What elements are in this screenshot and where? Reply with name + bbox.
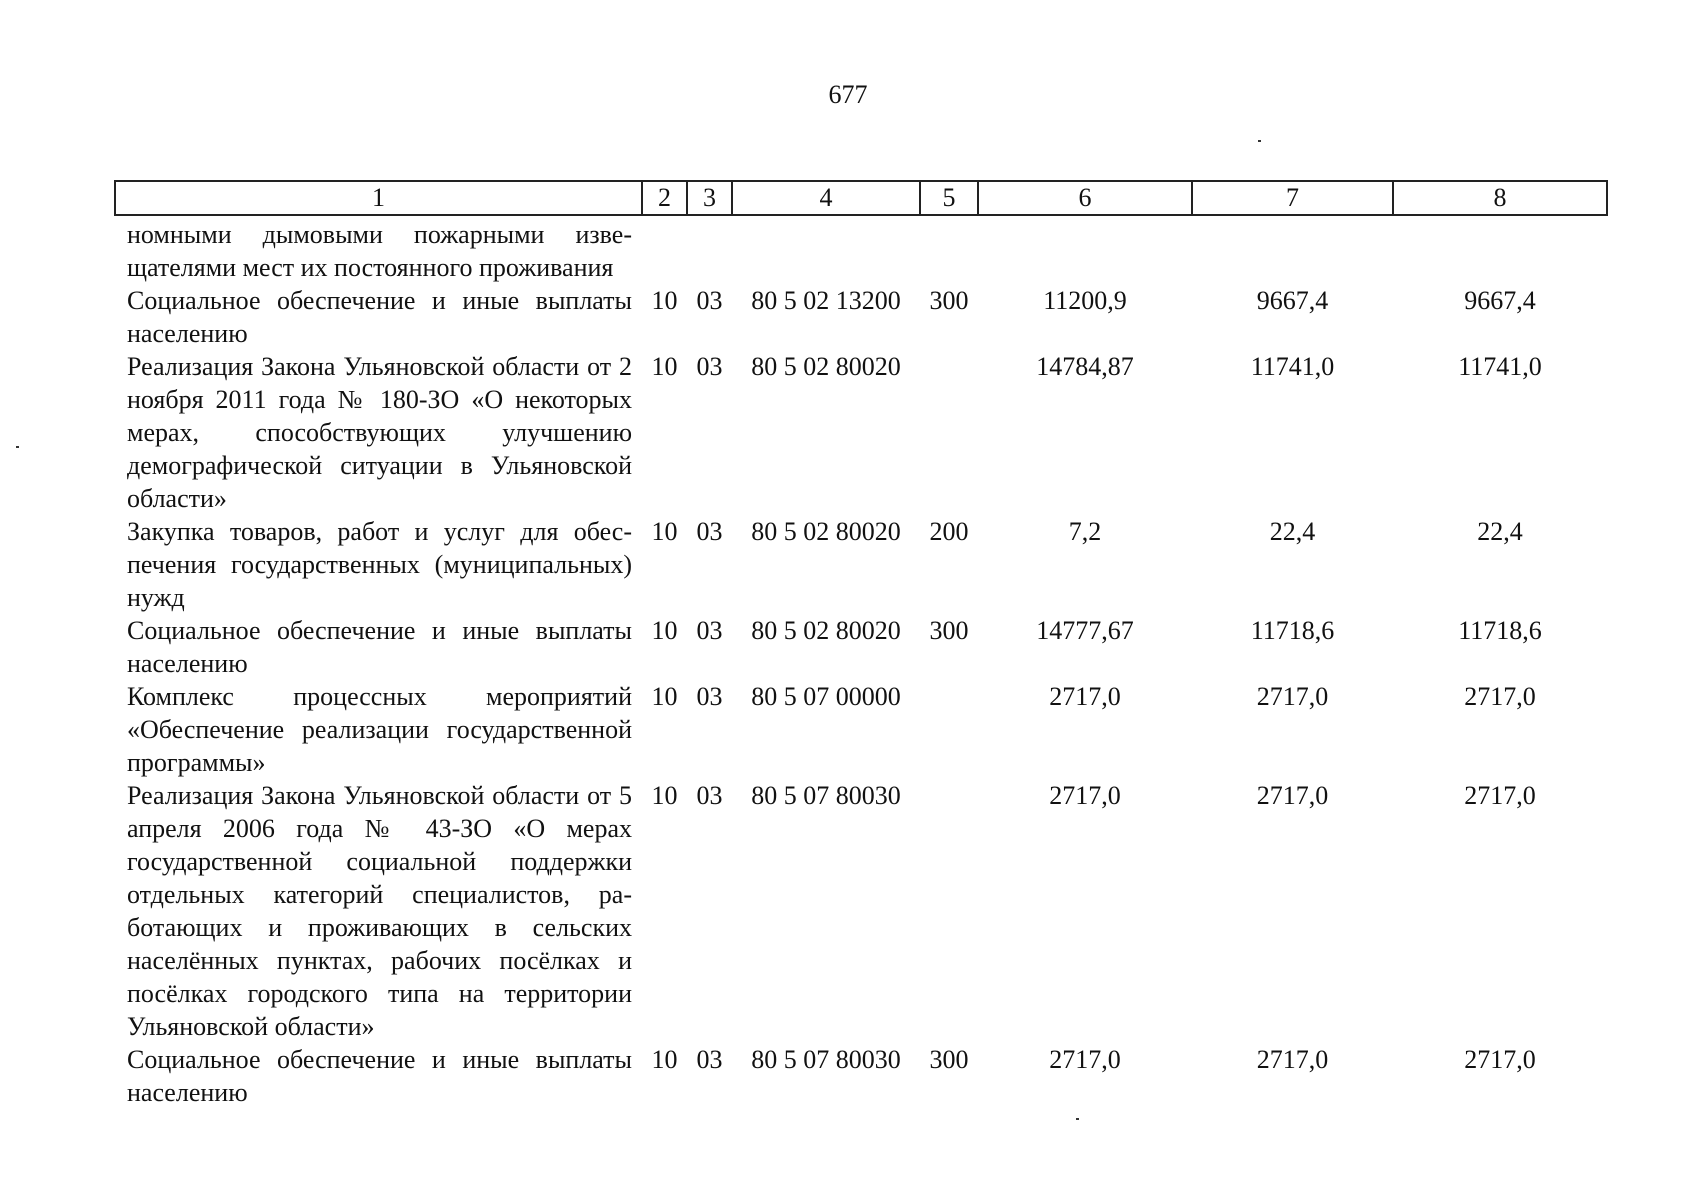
- cell-amount-6: 2717,0: [1049, 1045, 1121, 1074]
- table-row: [115, 350, 1607, 515]
- cell-amount-8: 22,4: [1477, 517, 1523, 546]
- row-description: Закупка товаров, работ и услуг для обеспечения государственных (муниципальных) нужд: [127, 517, 632, 612]
- cell-amount-7: 11718,6: [1250, 616, 1335, 645]
- cell-subsection: 03: [696, 682, 723, 711]
- cell-amount-6: 2717,0: [1049, 682, 1121, 711]
- scan-speck: [1076, 1118, 1079, 1120]
- cell-expense-type: 300: [929, 286, 969, 315]
- scan-speck: [1258, 140, 1261, 142]
- cell-amount-6: 11200,9: [1043, 286, 1127, 315]
- cell-amount-7: [1192, 215, 1393, 284]
- column-header-1: 1: [115, 181, 642, 215]
- cell-amount-6: 2717,0: [1049, 781, 1121, 810]
- cell-amount-8: 2717,0: [1464, 1045, 1536, 1074]
- cell-amount-7: 22,4: [1269, 517, 1316, 546]
- row-description: Реализация Закона Ульяновской области от 2 ноября 2011 года № 180-ЗО «О некоторых мерах, способствующих улучшению демографической ситуации в Ульяновской области»: [127, 352, 632, 513]
- cell-amount-6: 7,2: [1068, 517, 1102, 546]
- cell-expense-type: [920, 350, 978, 515]
- cell-expense-type: [920, 215, 978, 284]
- cell-target-code: 80 5 02 80020: [751, 352, 901, 381]
- column-header-7: 7: [1192, 181, 1393, 215]
- cell-amount-7: 9667,4: [1256, 286, 1329, 315]
- cell-section: 10: [651, 682, 678, 711]
- table-row: [115, 515, 1607, 614]
- column-header-6: 6: [978, 181, 1192, 215]
- cell-amount-7: 2717,0: [1256, 781, 1329, 810]
- cell-section: 10: [651, 352, 678, 381]
- cell-target-code: 80 5 07 80030: [751, 1045, 901, 1074]
- budget-table: [114, 180, 1608, 1109]
- cell-amount-7: 11741,0: [1250, 352, 1335, 381]
- table-row: [115, 614, 1607, 680]
- cell-expense-type: 300: [929, 616, 969, 645]
- cell-subsection: 03: [696, 352, 723, 381]
- row-description: Социальное обеспечение и иные выплаты населению: [127, 1045, 632, 1107]
- column-header-5: 5: [920, 181, 978, 215]
- cell-section: 10: [651, 1045, 678, 1074]
- cell-amount-8: 2717,0: [1464, 682, 1536, 711]
- table-row: [115, 680, 1607, 779]
- cell-subsection: 03: [696, 1045, 723, 1074]
- cell-target-code: 80 5 07 80030: [751, 781, 901, 810]
- cell-section: 10: [651, 781, 678, 810]
- scan-speck: [16, 446, 19, 448]
- table-row: [115, 779, 1607, 1043]
- cell-target-code: 80 5 02 80020: [751, 616, 901, 645]
- cell-expense-type: [920, 680, 978, 779]
- column-header-2: 2: [642, 181, 687, 215]
- cell-amount-8: [1393, 215, 1607, 284]
- row-description: Комплекс процессных мероприятий «Обеспечение реализации государственной программы»: [127, 682, 632, 777]
- cell-expense-type: [920, 779, 978, 1043]
- cell-subsection: 03: [696, 616, 723, 645]
- cell-amount-6: [978, 215, 1192, 284]
- row-description: Социальное обеспечение и иные выплаты населению: [127, 286, 632, 348]
- column-header-8: 8: [1393, 181, 1607, 215]
- table-row: [115, 1043, 1607, 1109]
- column-header-3: 3: [687, 181, 732, 215]
- cell-expense-type: 200: [929, 517, 969, 546]
- table-header-row: [115, 181, 1607, 215]
- cell-amount-8: 9667,4: [1464, 286, 1536, 315]
- cell-amount-8: 2717,0: [1464, 781, 1536, 810]
- cell-amount-7: 2717,0: [1256, 1045, 1329, 1074]
- cell-target-code: 80 5 02 80020: [751, 517, 901, 546]
- cell-amount-6: 14784,87: [1036, 352, 1134, 381]
- cell-amount-6: 14777,67: [1036, 616, 1134, 645]
- cell-amount-8: 11741,0: [1458, 352, 1542, 381]
- cell-subsection: 03: [696, 286, 723, 315]
- cell-subsection: 03: [696, 517, 723, 546]
- cell-subsection: 03: [696, 781, 723, 810]
- row-description: номными дымовыми пожарными извещателями мест их постоянного проживания: [127, 220, 632, 282]
- cell-expense-type: 300: [929, 1045, 969, 1074]
- cell-subsection: [687, 215, 732, 284]
- cell-target-code: 80 5 02 13200: [751, 286, 901, 315]
- table-row: [115, 215, 1607, 284]
- cell-section: 10: [651, 286, 678, 315]
- cell-amount-8: 11718,6: [1458, 616, 1542, 645]
- cell-target-code: 80 5 07 00000: [751, 682, 901, 711]
- row-description: Социальное обеспечение и иные выплаты населению: [127, 616, 632, 678]
- page-number: 677: [828, 80, 868, 109]
- table-row: [115, 284, 1607, 350]
- cell-section: [642, 215, 687, 284]
- cell-section: 10: [651, 616, 678, 645]
- cell-section: 10: [651, 517, 678, 546]
- column-header-4: 4: [732, 181, 920, 215]
- cell-target-code: [732, 215, 920, 284]
- cell-amount-7: 2717,0: [1256, 682, 1329, 711]
- row-description: Реализация Закона Ульяновской области от 5 апреля 2006 года № 43-ЗО «О мерах государственной социальной поддержки отдельных категорий специалистов, работающих и проживающих в сельских населённых пунктах, рабочих посёлках и посёлках городского типа на территории Ульяновской области»: [127, 781, 632, 1041]
